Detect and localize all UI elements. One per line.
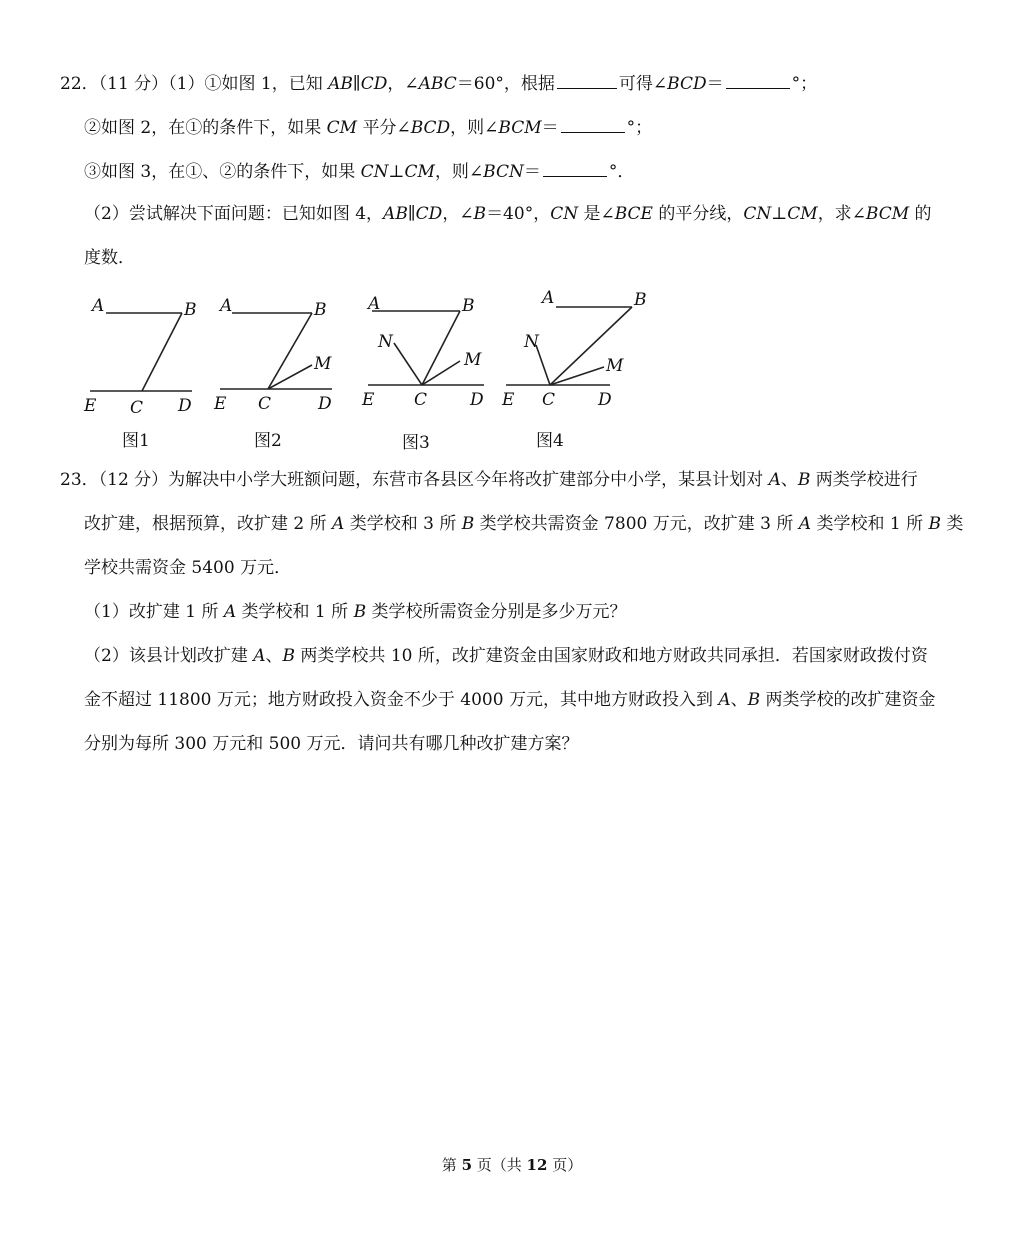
- fig3-label-m: M: [464, 350, 482, 370]
- text: ，: [387, 74, 405, 94]
- math-text: AB∥CD: [328, 74, 388, 94]
- math-text: B: [353, 602, 367, 622]
- circled-number: ①: [185, 118, 203, 138]
- text: 的条件下，如果: [202, 118, 327, 138]
- answer-blank[interactable]: [726, 70, 790, 89]
- text: °；: [791, 74, 818, 94]
- text: ＝40°，: [486, 204, 551, 224]
- fig3-label-c: C: [414, 390, 428, 410]
- q22-line-4: [84, 202, 932, 226]
- fig4-label-n: N: [524, 332, 539, 352]
- math-text: ∠BCM: [484, 118, 542, 138]
- fig1-label-b: B: [184, 300, 197, 320]
- fig4-line-cm: [550, 367, 604, 385]
- text: 是: [578, 204, 601, 224]
- fig3-label-a: A: [368, 294, 381, 314]
- fig3-label-e: E: [362, 390, 375, 410]
- answer-blank[interactable]: [543, 158, 607, 177]
- circled-number: ③: [84, 162, 101, 182]
- text: ，则: [450, 118, 485, 138]
- text: 类学校共需资金 7800 万元，改扩建 3 所: [474, 514, 799, 534]
- fig2-label-b: B: [314, 300, 327, 320]
- circled-number: ①、②: [185, 162, 237, 182]
- fig1-label-d: D: [178, 396, 192, 416]
- fig2-label-c: C: [258, 394, 272, 414]
- q23-line-7: [84, 732, 579, 756]
- total-pages: 12: [526, 1156, 548, 1174]
- math-text: A: [718, 690, 731, 710]
- text: 学校共需资金 5400 万元．: [84, 558, 292, 578]
- text: 分别为每所 300 万元和 500 万元．请问共有哪几种改扩建方案？: [84, 734, 579, 754]
- math-text: B: [747, 690, 761, 710]
- math-text: A: [253, 646, 266, 666]
- text: 的平分线，: [652, 204, 744, 224]
- math-text: A: [332, 514, 345, 534]
- figure-caption-3: 图3: [402, 433, 430, 453]
- fig3-label-n: N: [378, 332, 393, 352]
- figure-caption-1: 图1: [122, 431, 150, 451]
- math-text: ∠BCM: [851, 204, 910, 224]
- text: （2）尝试解决下面问题：已知如图 4，: [84, 204, 384, 224]
- footer-text: 第: [441, 1156, 462, 1174]
- q22-line-3: [84, 158, 634, 184]
- math-text: ∠ABC: [404, 74, 457, 94]
- text: ，求: [817, 204, 852, 224]
- circled-number: ②: [84, 118, 101, 138]
- text: 如图 2，在: [101, 118, 186, 138]
- question-number: 22．: [60, 74, 99, 94]
- fig1-label-e: E: [84, 396, 97, 416]
- text: 如图 1，已知: [221, 74, 329, 94]
- q23-line-5: [84, 644, 928, 668]
- math-text: A: [768, 470, 781, 490]
- text: 两类学校的改扩建资金: [760, 690, 936, 710]
- fig1-label-a: A: [92, 296, 105, 316]
- math-text: B: [282, 646, 296, 666]
- text: °；: [626, 118, 653, 138]
- text: ＝: [541, 118, 559, 138]
- text: 、: [780, 470, 798, 490]
- text: （12 分）为解决中小学大班额问题，东营市各县区今年将改扩建部分中小学，某县计划对: [98, 470, 769, 490]
- page-footer: [0, 1154, 1024, 1175]
- text: °．: [608, 162, 635, 182]
- fig2-label-a: A: [220, 296, 233, 316]
- text: 度数．: [84, 248, 135, 268]
- fig4-label-d: D: [598, 390, 612, 410]
- fig2-label-e: E: [214, 394, 227, 414]
- text: ＝60°，根据: [456, 74, 555, 94]
- math-text: B: [797, 470, 811, 490]
- fig1-label-c: C: [130, 398, 144, 418]
- text: （2）该县计划改扩建: [84, 646, 254, 666]
- answer-blank[interactable]: [561, 114, 625, 133]
- math-text: CN⊥CM: [743, 204, 818, 224]
- footer-text: 页（共: [472, 1156, 527, 1174]
- answer-blank[interactable]: [557, 70, 617, 89]
- math-text: ∠BCD: [652, 74, 707, 94]
- fig3-label-d: D: [470, 390, 484, 410]
- text: 类学校和 3 所: [344, 514, 462, 534]
- math-text: AB∥CD: [383, 204, 443, 224]
- fig3-line-cn: [394, 343, 422, 385]
- text: 金不超过 11800 万元；地方财政投入资金不少于 4000 万元，其中地方财政投入到: [84, 690, 719, 710]
- fig2-label-d: D: [318, 394, 332, 414]
- fig4-label-e: E: [502, 390, 515, 410]
- math-text: ∠BCD: [396, 118, 451, 138]
- q22-line-5: [84, 246, 135, 270]
- q23-line-3: [84, 556, 291, 580]
- fig1-line-bc: [142, 313, 182, 391]
- math-text: CM: [326, 118, 358, 138]
- text: 如图 3，在: [101, 162, 186, 182]
- math-text: CN⊥CM: [360, 162, 435, 182]
- q23-line-1: [60, 468, 918, 492]
- fig2-label-m: M: [314, 354, 332, 374]
- text: ，: [442, 204, 460, 224]
- text: ＝: [523, 162, 541, 182]
- footer-text: 页）: [547, 1156, 583, 1174]
- q23-line-6: [84, 688, 936, 712]
- fig3-label-b: B: [462, 296, 475, 316]
- math-text: ∠BCE: [600, 204, 653, 224]
- text: 的: [909, 204, 932, 224]
- text: 、: [265, 646, 283, 666]
- page-number: 5: [461, 1156, 472, 1174]
- math-text: A: [223, 602, 237, 622]
- text: ＝: [706, 74, 724, 94]
- fig4-label-a: A: [542, 288, 555, 308]
- math-text: ∠BCN: [468, 162, 524, 182]
- text: 类学校所需资金分别是多少万元？: [366, 602, 627, 622]
- text: ，则: [434, 162, 469, 182]
- fig4-label-c: C: [542, 390, 556, 410]
- text: 平分: [357, 118, 397, 138]
- fig4-label-m: M: [606, 356, 624, 376]
- text: 的条件下，如果: [236, 162, 361, 182]
- part-label: （1）: [168, 74, 205, 94]
- q23-line-4: [84, 600, 626, 624]
- text: （1）改扩建 1 所: [84, 602, 224, 622]
- text: 、: [730, 690, 748, 710]
- q22-line-1: [60, 70, 817, 96]
- math-text: CN: [550, 204, 579, 224]
- geometry-figures: [0, 285, 1024, 445]
- circled-number: ①: [204, 74, 222, 94]
- text: 可得: [618, 74, 653, 94]
- text: 两类学校进行: [810, 470, 918, 490]
- text: 改扩建，根据预算，改扩建 2 所: [84, 514, 333, 534]
- math-text: B: [461, 514, 475, 534]
- text: 两类学校共 10 所，改扩建资金由国家财政和地方财政共同承担．若国家财政拨付资: [295, 646, 928, 666]
- text: 类学校和 1 所: [811, 514, 929, 534]
- math-text: B: [928, 514, 941, 534]
- q23-line-2: [84, 512, 963, 536]
- fig4-label-b: B: [634, 290, 647, 310]
- question-score: （11 分）: [98, 74, 169, 94]
- figure-caption-4: 图4: [536, 431, 564, 451]
- q22-line-2: [84, 114, 652, 140]
- text: 类学校和 1 所: [236, 602, 354, 622]
- figure-caption-2: 图2: [254, 431, 282, 451]
- question-number: 23．: [60, 470, 99, 490]
- math-text: A: [798, 514, 812, 534]
- math-text: ∠B: [459, 204, 487, 224]
- text: 类: [940, 514, 964, 534]
